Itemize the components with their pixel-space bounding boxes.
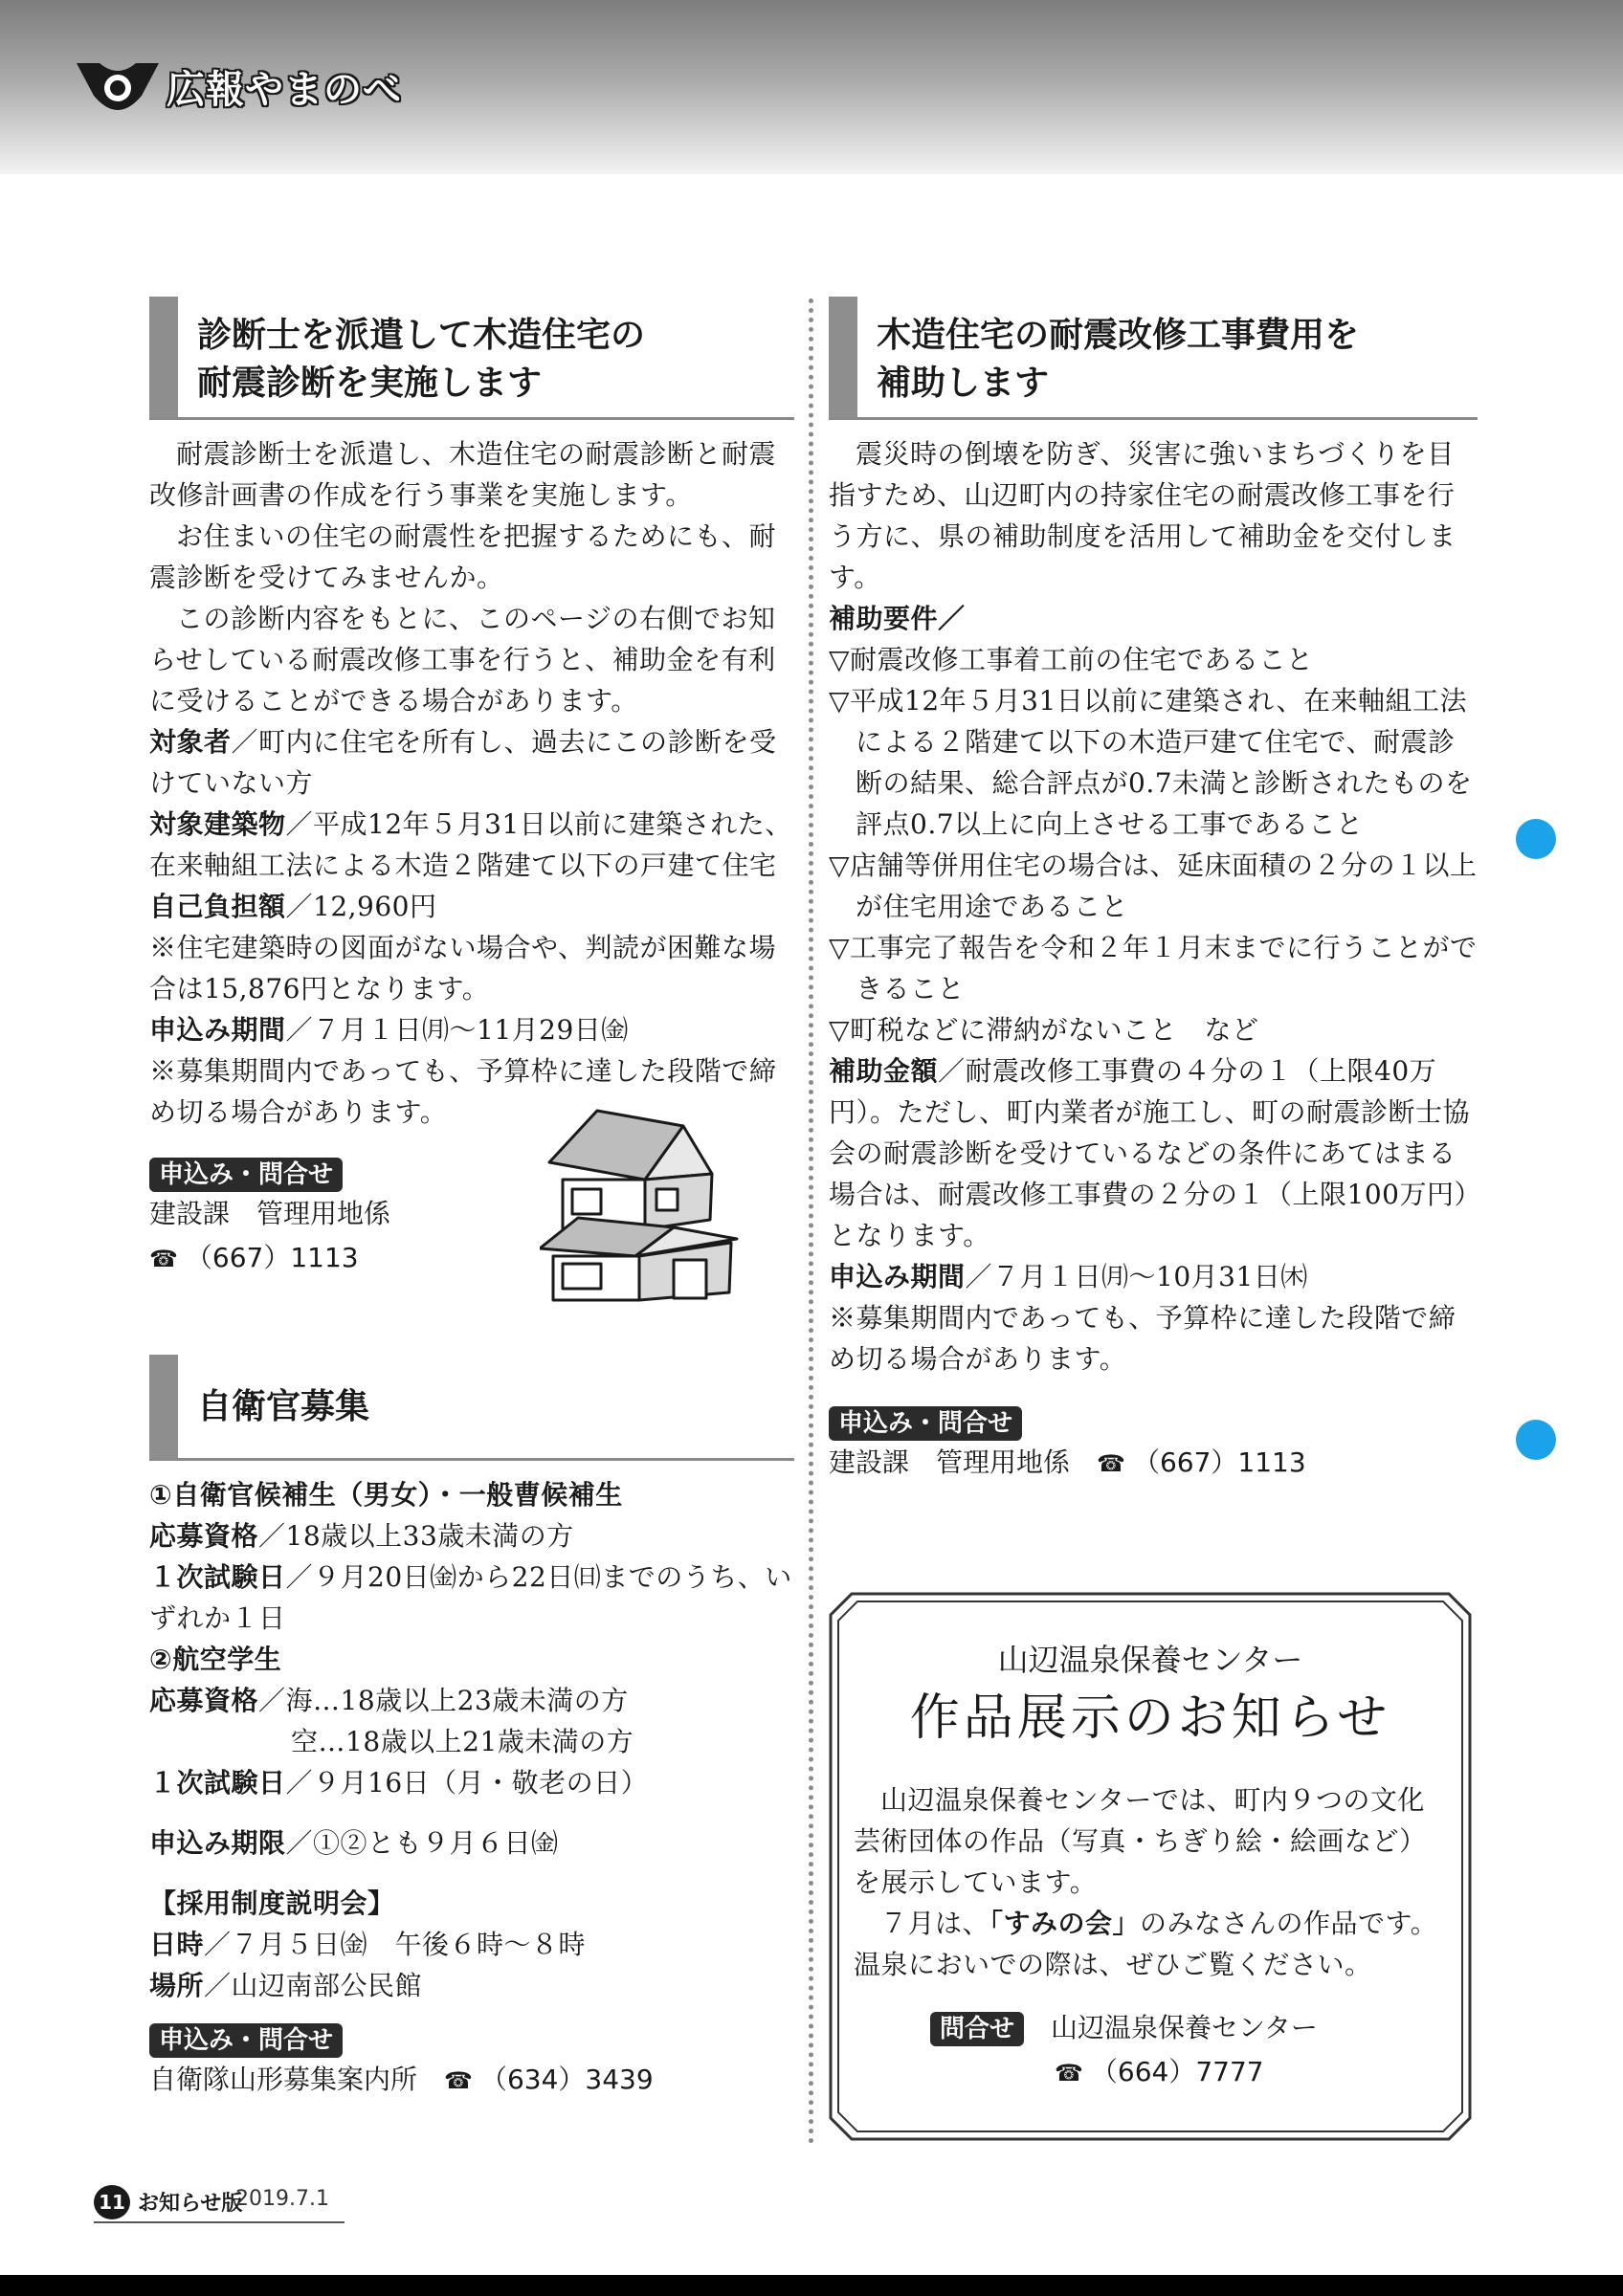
requirement-item: ▽店舗等併用住宅の場合は、延床面積の２分の１以上が住宅用途であること	[829, 850, 1478, 922]
bottom-bar	[0, 2275, 1623, 2296]
requirement-item: ▽平成12年５月31日以前に建築され、在来軸組工法による２階建て以下の木造戸建て住宅で、耐震診断の結果、総合評点が0.7未満と診断されたものを評点0.7以上に向上させる工事であること	[829, 685, 1473, 840]
sdf-recruitment-section	[149, 1355, 794, 2103]
notice-title: 作品展示のお知らせ	[909, 1689, 1391, 1747]
house-illustration	[540, 1105, 743, 1306]
section-body: ①自衛官候補生（男女）・一般曹候補生 応募資格／18歳以上33歳未満の方 １次試験日／９月20日㈮から22日㈰までのうち、いずれか１日 ②航空学生 応募資格／海…18歳以上23歳未満の方 空…18歳以上21歳未満の方 １次試験日／９月16日（月・敬老の日） 申込み期限／①②とも９月６日㈮ 【採用制度説明会】 日時／７月５日㈮ 午後６時〜８時 場所／山辺南部公民館	[149, 1479, 792, 2001]
requirement-item: ▽工事完了報告を令和２年１月末までに行うことができること	[829, 932, 1478, 1004]
contact-block: 申込み・問合せ 建設課 管理用地係 ☎ （667）1113	[829, 1406, 1478, 1486]
notice-body: 山辺温泉保養センターでは、町内９つの文化芸術団体の作品（写真・ちぎり絵・絵画など）を展示しています。 ７月は、「すみの会」のみなさんの作品です。温泉においでの際は、ぜひご覧ください。	[854, 1784, 1438, 1980]
phone-icon: ☎	[149, 1246, 178, 1272]
page-number: 11	[94, 2185, 130, 2219]
section-body: 耐震診断士を派遣し、木造住宅の耐震診断と耐震改修計画書の作成を行う事業を実施します。 お住まいの住宅の耐震性を把握するためにも、耐震診断を受けてみませんか。 この診断内容をもとに、このページの右側でお知らせしている耐震改修工事を行うと、補助金を有利に受けることができる場合があります。 対象者／町内に住宅を所有し、過去にこの診断を受けていない方 対象建築物／平成12年５月31日以前に建築された、在来軸組工法による木造２階建て以下の戸建て住宅 自己負担額／12,960円 ※住宅建築時の図面がない場合や、判読が困難な場合は15,876円となります。 申込み期間／７月１日㈪〜11月29日㈮ ※募集期間内であっても、予算枠に達した段階で締め切る場合があります。	[149, 433, 794, 1133]
page-footer	[94, 2185, 345, 2223]
contact-block: 申込み・問合せ 建設課 管理用地係 ☎ （667）1113	[149, 1158, 794, 1281]
section-body: 震災時の倒壊を防ぎ、災害に強いまちづくりを目指すため、山辺町内の持家住宅の耐震改修工事を行う方に、県の補助制度を活用して補助金を交付します。 補助要件／ ▽耐震改修工事着工前の住宅であること ▽平成12年５月31日以前に建築され、在来軸組工法による２階建て以下の木造戸建て住宅で、耐震診断の結果、総合評点が0.7未満と診断されたものを評点0.7以上に向上させる工事であること ▽店舗等併用住宅の場合は、延床面積の２分の１以上が住宅用途であること ▽工事完了報告を令和２年１月末までに行うことができること ▽町税などに滞納がないこと など 補助金額／耐震改修工事費の４分の１（上限40万円）。ただし、町内業者が施工し、町の耐震診断士協会の耐震診断を受けているなどの条件にあてはまる場合は、耐震改修工事費の２分の１（上限100万円）となります。 申込み期間／７月１日㈪〜10月31日㈭ ※募集期間内であっても、予算枠に達した段階で締め切る場合があります。	[829, 438, 1478, 1375]
town-emblem-icon	[75, 57, 161, 117]
section-title: 診断士を派遣して木造住宅の 耐震診断を実施します	[149, 297, 794, 420]
period-row: 申込み期間／７月１日㈪〜11月29日㈮	[149, 1014, 629, 1046]
issue-date: 2019.7.1	[235, 2187, 329, 2211]
notice-contact: 問合せ 山辺温泉保養センター ☎ （664）7777	[854, 2006, 1447, 2095]
retrofit-subsidy-section	[829, 297, 1478, 1486]
building-row: 対象建築物／平成12年５月31日以前に建築された、在来軸組工法による木造２階建て以下の戸建て住宅	[149, 808, 792, 881]
requirement-item: ▽町税などに滞納がないこと など	[829, 1014, 1259, 1046]
phone-icon: ☎	[1055, 2060, 1083, 2086]
decorative-dot	[1516, 1420, 1556, 1460]
decorative-dot	[1516, 819, 1556, 859]
column-divider	[809, 298, 813, 2145]
phone-icon: ☎	[1097, 1450, 1125, 1477]
exhibition-notice	[829, 1592, 1472, 2141]
contact-tag: 問合せ	[930, 2012, 1024, 2046]
target-row: 対象者／町内に住宅を所有し、過去にこの診断を受けていない方	[149, 726, 777, 799]
masthead-title: 広報やまのべ	[167, 68, 402, 112]
right-column	[829, 297, 1478, 1486]
contact-tag: 申込み・問合せ	[149, 2023, 343, 2058]
section-title: 自衛官募集	[149, 1355, 794, 1461]
phone-icon: ☎	[444, 2067, 473, 2094]
requirement-item: ▽耐震改修工事着工前の住宅であること	[829, 644, 1314, 675]
contact-tag: 申込み・問合せ	[829, 1406, 1022, 1441]
contact-tag: 申込み・問合せ	[149, 1158, 343, 1192]
notice-subtitle: 山辺温泉保養センター	[997, 1642, 1303, 1678]
edition-label: お知らせ版	[138, 2192, 243, 2216]
section-title: 木造住宅の耐震改修工事費用を 補助します	[829, 297, 1478, 420]
left-column	[149, 297, 794, 2095]
cost-row: 自己負担額／12,960円	[149, 891, 437, 922]
page-header	[0, 0, 1623, 174]
contact-block: 申込み・問合せ 自衛隊山形募集案内所 ☎ （634）3439	[149, 2023, 794, 2103]
